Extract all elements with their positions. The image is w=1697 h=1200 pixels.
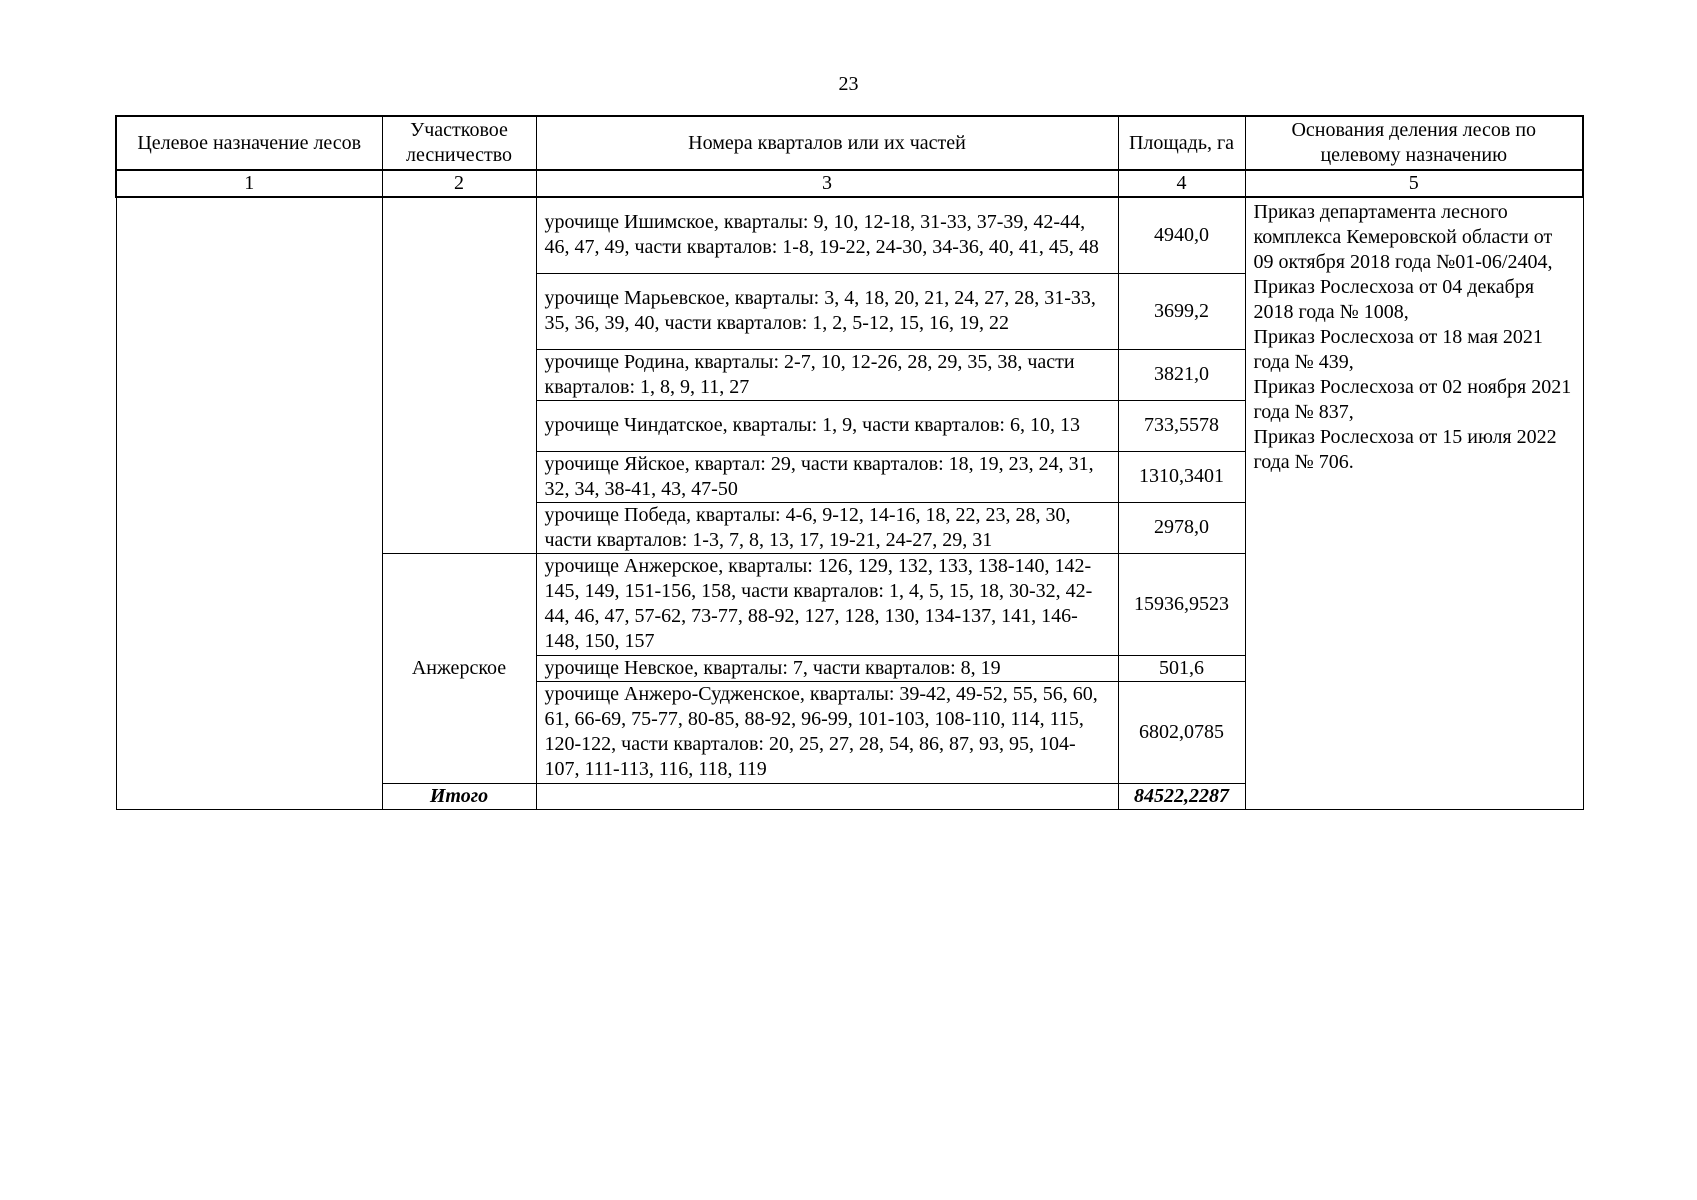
header-district: Участковое лесничество (382, 116, 536, 170)
basis-order-text: Приказ Рослесхоза от 04 декабря 2018 года № 1008, (1253, 276, 1535, 323)
area-cell: 501,6 (1118, 655, 1245, 681)
quarters-cell: урочище Невское, кварталы: 7, части кварталов: 8, 19 (536, 655, 1118, 681)
column-index: 1 (116, 170, 382, 197)
area-cell: 6802,0785 (1118, 681, 1245, 783)
column-index: 3 (536, 170, 1118, 197)
purpose-cell (116, 197, 382, 809)
header-basis: Основания деления лесов по целевому назначению (1245, 116, 1583, 170)
district-cell (382, 197, 536, 553)
area-cell: 4940,0 (1118, 197, 1245, 273)
quarters-cell: урочище Яйское, квартал: 29, части кварталов: 18, 19, 23, 24, 31, 32, 34, 38-41, 43, 47-50 (536, 451, 1118, 502)
total-quarters-cell (536, 783, 1118, 809)
quarters-cell: урочище Родина, кварталы: 2-7, 10, 12-26, 28, 29, 35, 38, части кварталов: 1, 8, 9, 11, 27 (536, 349, 1118, 400)
column-index: 5 (1245, 170, 1583, 197)
area-cell: 733,5578 (1118, 400, 1245, 451)
quarters-cell: урочище Анжерское, кварталы: 126, 129, 132, 133, 138-140, 142-145, 149, 151-156, 158, части кварталов: 1, 4, 5, 15, 18, 30-32, 42-44, 46, 47, 57-62, 73-77, 88-92, 127, 128, 130, 134-137, 141, 146-148, 150, 157 (536, 553, 1118, 655)
quarters-cell: урочище Марьевское, кварталы: 3, 4, 18, 20, 21, 24, 27, 28, 31-33, 35, 36, 39, 40, части кварталов: 1, 2, 5-12, 15, 16, 19, 22 (536, 273, 1118, 349)
total-label: Итого (382, 783, 536, 809)
area-cell: 1310,3401 (1118, 451, 1245, 502)
quarters-cell: урочище Победа, кварталы: 4-6, 9-12, 14-16, 18, 22, 23, 28, 30, части кварталов: 1-3, 7, 8, 13, 17, 19-21, 24-27, 29, 31 (536, 502, 1118, 553)
district-cell: Анжерское (382, 553, 536, 783)
basis-order-text: Приказ департамента лесного комплекса Кемеровской области от 09 октября 2018 года №01-06/2404, (1253, 201, 1553, 273)
header-purpose: Целевое назначение лесов (116, 116, 382, 170)
area-cell: 2978,0 (1118, 502, 1245, 553)
column-index: 2 (382, 170, 536, 197)
area-cell: 3821,0 (1118, 349, 1245, 400)
column-index: 4 (1118, 170, 1245, 197)
area-cell: 15936,9523 (1118, 553, 1245, 655)
column-index-row (116, 170, 1583, 197)
quarters-cell: урочище Анжеро-Судженское, кварталы: 39-42, 49-52, 55, 56, 60, 61, 66-69, 75-77, 80-85, 88-92, 96-99, 101-103, 108-110, 114, 115, 120-122, части кварталов: 20, 25, 27, 28, 54, 86, 87, 93, 95, 104-107, 111-113, 116, 118, 119 (536, 681, 1118, 783)
quarters-cell: урочище Чиндатское, кварталы: 1, 9, части кварталов: 6, 10, 13 (536, 400, 1118, 451)
quarters-cell: урочище Ишимское, кварталы: 9, 10, 12-18, 31-33, 37-39, 42-44, 46, 47, 49, части кварталов: 1-8, 19-22, 24-30, 34-36, 40, 41, 45, 48 (536, 197, 1118, 273)
header-quarters: Номера кварталов или их частей (536, 116, 1118, 170)
basis-order-text: Приказ Рослесхоза от 18 мая 2021 года № 439, (1253, 326, 1543, 373)
table-header-row (116, 116, 1583, 170)
total-area: 84522,2287 (1118, 783, 1245, 809)
area-cell: 3699,2 (1118, 273, 1245, 349)
forest-purpose-table (115, 115, 1584, 810)
basis-order-text: Приказ Рослесхоза от 02 ноября 2021 года № 837, (1253, 376, 1572, 423)
table-row (116, 197, 1583, 273)
page-number: 23 (838, 73, 859, 95)
basis-cell (1245, 197, 1583, 809)
basis-order-text: Приказ Рослесхоза от 15 июля 2022 года № 706. (1253, 426, 1557, 473)
header-area: Площадь, га (1118, 116, 1245, 170)
